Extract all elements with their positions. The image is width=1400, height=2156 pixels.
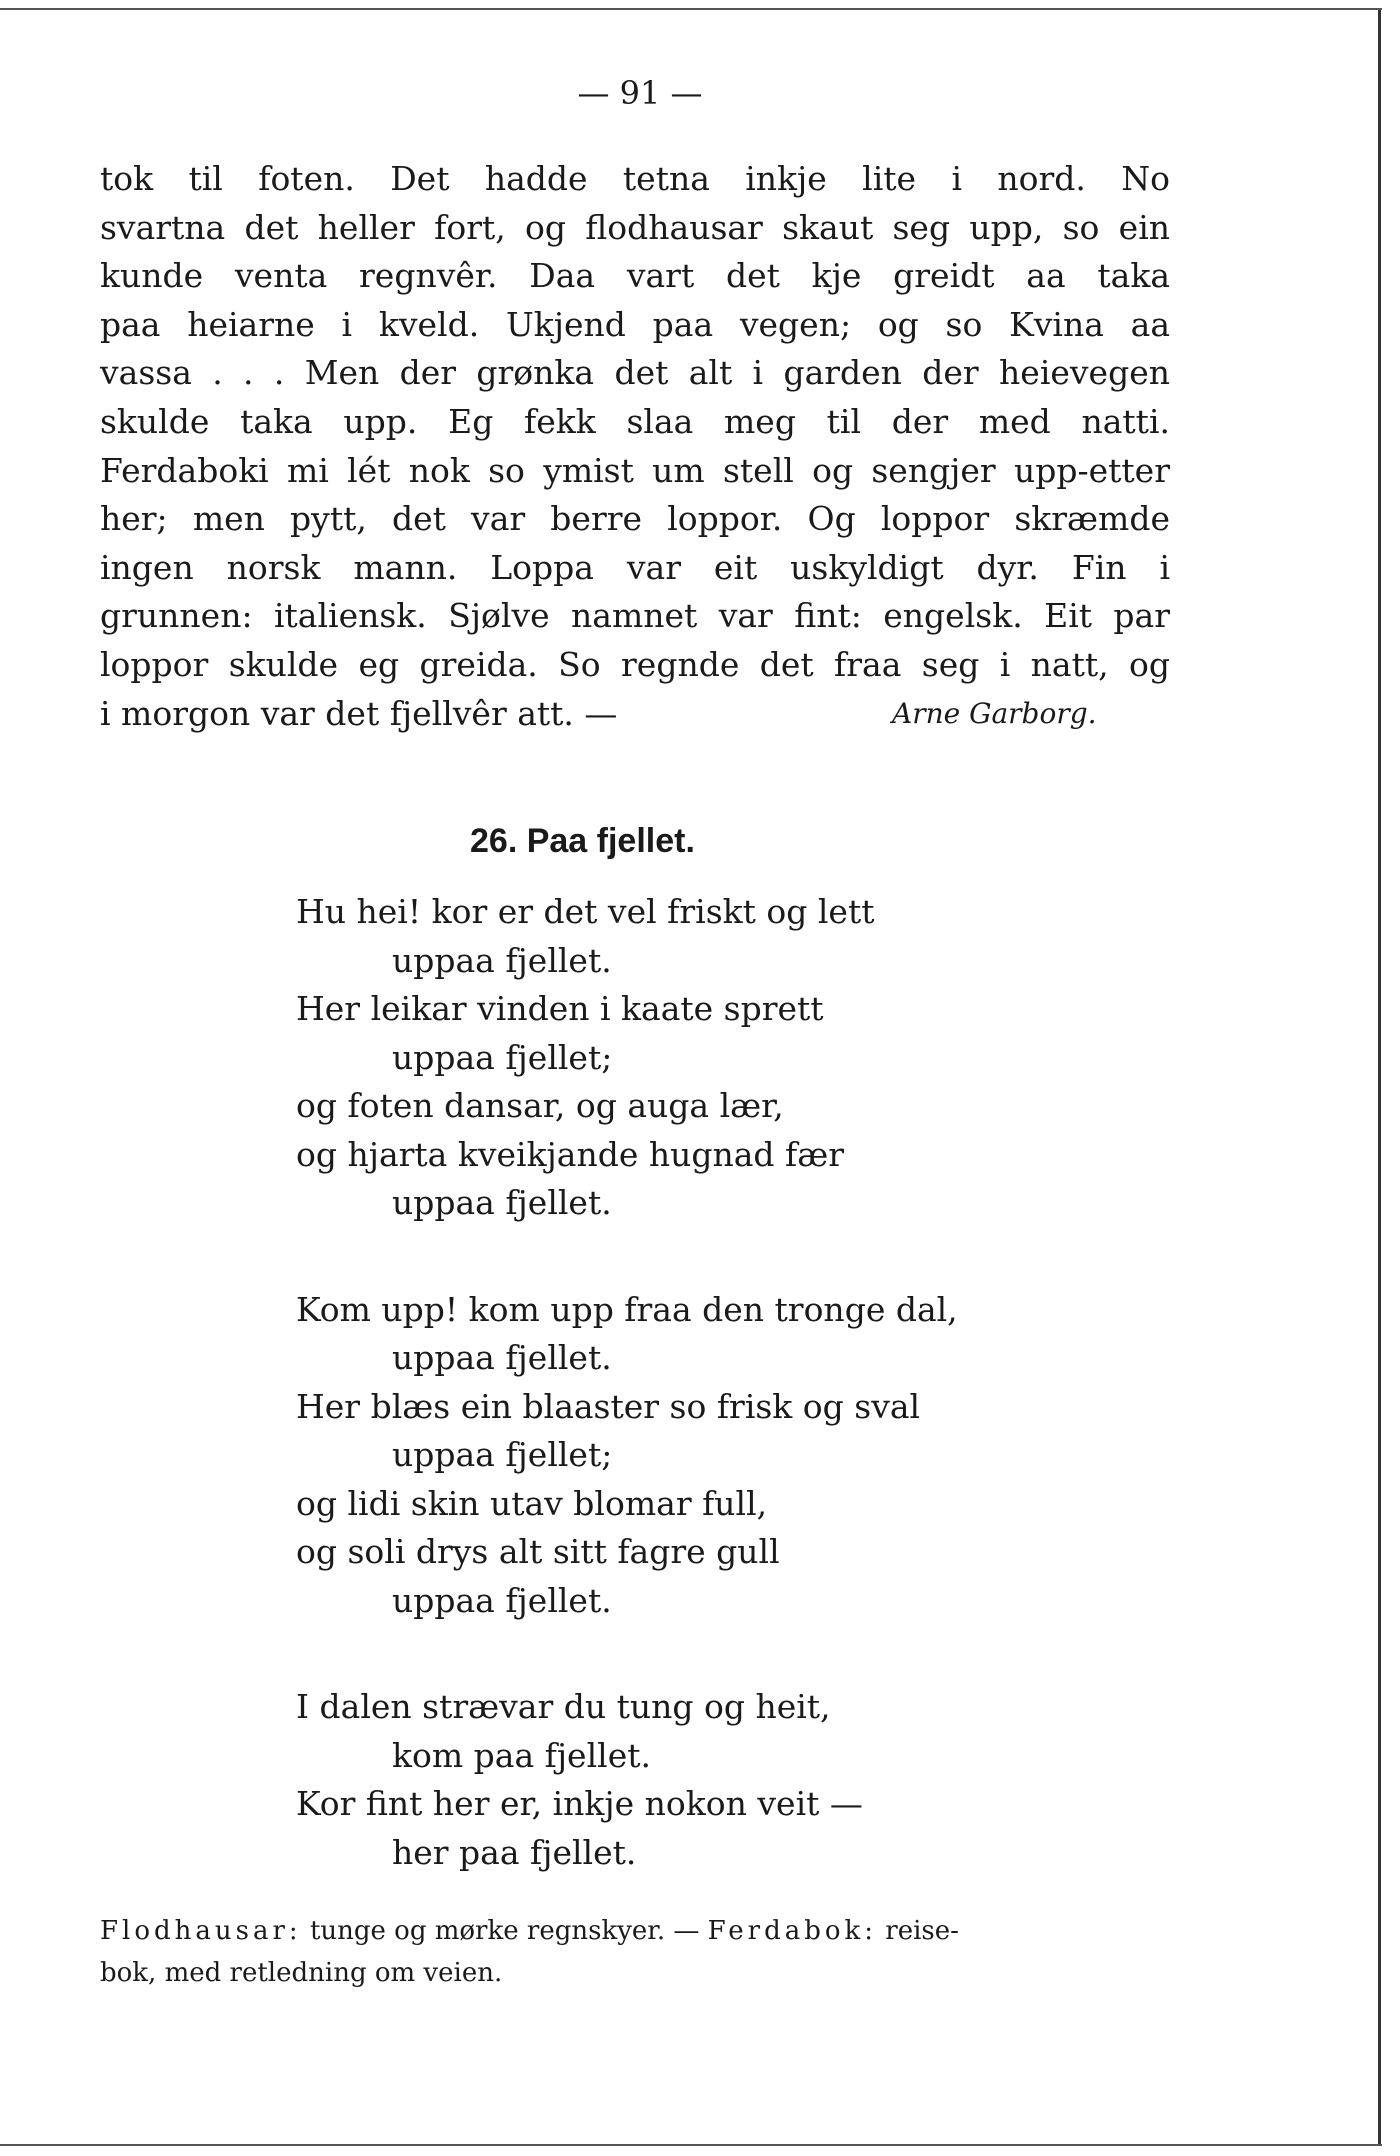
footnote-definition-1: tunge og mørke regnskyer. — [309, 1916, 700, 1946]
prose-line: grunnen: italiensk. Sjølve namnet var fint: engelsk. Eit par [100, 596, 1170, 636]
stanza [296, 888, 1096, 1228]
poem-title: 26. Paa fjellet. [470, 822, 695, 860]
footnote-term-2: Ferdabok: [707, 1916, 878, 1946]
stanza-gap [296, 1228, 1096, 1286]
poem-line: Her blæs ein blaaster so frisk og sval [296, 1386, 921, 1426]
poem-refrain-line: uppaa fjellet. [392, 940, 612, 980]
poem-refrain-line: uppaa fjellet; [392, 1435, 613, 1474]
stanza-gap [296, 1625, 1096, 1683]
footnote-term-1: Flodhausar: [100, 1916, 302, 1946]
poem-refrain-line: her paa fjellet. [392, 1832, 637, 1872]
prose-line: Ferdaboki mi lét nok so ymist um stell og sengjer upp-etter [100, 450, 1170, 490]
poem-refrain-line: uppaa fjellet. [392, 1338, 612, 1377]
prose-line: paa heiarne i kveld. Ukjend paa vegen; og so Kvina aa [100, 304, 1170, 344]
poem-line: og foten dansar, og auga lær, [296, 1086, 784, 1125]
poem-line: og hjarta kveikjande hugnad fær [296, 1134, 845, 1174]
page-edge-right [1378, 10, 1381, 2146]
stanza [296, 1286, 1096, 1626]
poem-line: Hu hei! kor er det vel friskt og lett [296, 892, 875, 931]
author-signature: Arne Garborg. [892, 696, 1097, 730]
prose-line: her; men pytt, det var berre loppor. Og loppor skræmde [100, 499, 1170, 539]
footnote-definition-2: reise- [885, 1916, 959, 1946]
page-edge-bottom [0, 2144, 1382, 2146]
footnote-line-2: bok, med retledning om veien. [100, 1958, 503, 1988]
prose-line: ingen norsk mann. Loppa var eit uskyldigt dyr. Fin i [100, 547, 1170, 587]
page-number: — 91 — [577, 74, 703, 112]
prose-line: i morgon var det fjellvêr att. — Arne Garborg. [100, 690, 1170, 739]
poem-line: og soli drys alt sitt fagre gull [296, 1532, 780, 1571]
page-edge-top [0, 8, 1382, 10]
poem-line: Kor fint her er, inkje nokon veit — [296, 1784, 863, 1823]
poem-refrain-line: kom paa fjellet. [392, 1735, 651, 1775]
footnote [100, 1910, 1170, 1994]
prose-line: kunde venta regnvêr. Daa vart det kje greidt aa taka [100, 256, 1170, 296]
poem-line: Kom upp! kom upp fraa den tronge dal, [296, 1289, 958, 1329]
poem-body [296, 888, 1096, 1877]
poem-line: Her leikar vinden i kaate sprett [296, 989, 824, 1028]
poem-line: I dalen strævar du tung og heit, [296, 1687, 831, 1726]
prose-line: vassa . . . Men der grønka det alt i garden der heievegen [100, 353, 1170, 393]
poem-refrain-line: uppaa fjellet. [392, 1183, 612, 1222]
poem-refrain-line: uppaa fjellet; [392, 1037, 613, 1077]
poem-line: og lidi skin utav blomar full, [296, 1483, 768, 1523]
prose-line: skulde taka upp. Eg fekk slaa meg til der med natti. [100, 401, 1170, 441]
prose-line: tok til foten. Det hadde tetna inkje lite i nord. No [100, 159, 1170, 198]
footnote-line-1 [100, 1910, 1170, 1952]
prose-line: loppor skulde eg greida. So regnde det fraa seg i natt, og [100, 644, 1170, 684]
prose-line: svartna det heller fort, og flodhausar skaut seg upp, so ein [100, 207, 1170, 247]
prose-paragraph [100, 155, 1170, 738]
stanza [296, 1683, 1096, 1877]
poem-refrain-line: uppaa fjellet. [392, 1580, 612, 1620]
